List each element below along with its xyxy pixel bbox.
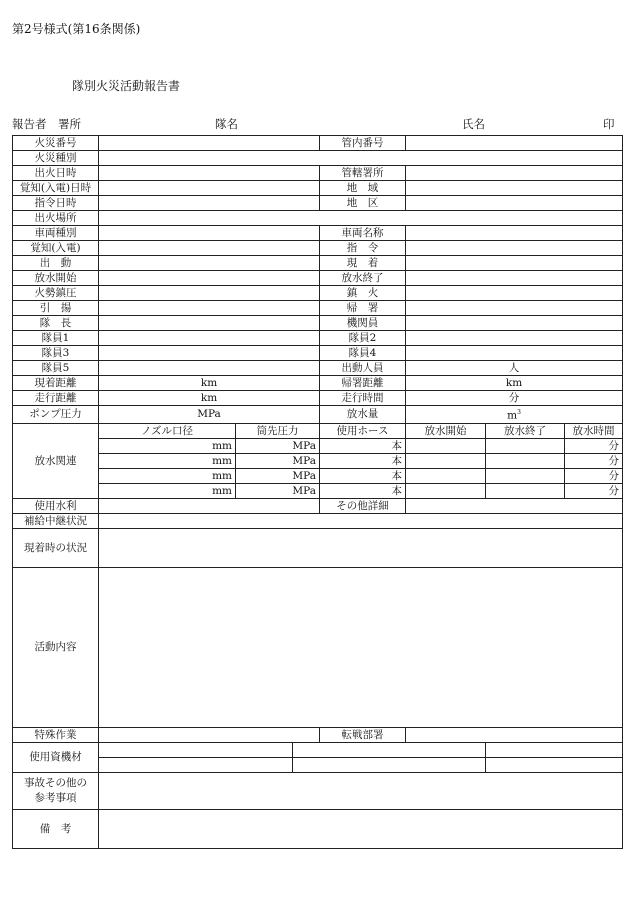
hose-count-cell[interactable] <box>320 438 406 453</box>
water-end-cell[interactable] <box>486 483 565 498</box>
input-region[interactable] <box>406 181 623 196</box>
input-dispatch-count[interactable] <box>406 361 623 376</box>
unit-mpa: MPa <box>197 408 221 421</box>
label-return: 帰 署 <box>320 301 406 316</box>
label-other-details: その他詳細 <box>320 498 406 513</box>
input-water-start[interactable] <box>99 271 320 286</box>
header-water-end: 放水終了 <box>486 423 565 438</box>
header-water-duration: 放水時間 <box>565 423 623 438</box>
input-withdraw[interactable] <box>99 301 320 316</box>
label-water-source: 使用水利 <box>13 498 99 513</box>
unit-cubic-exponent: 3 <box>517 409 521 416</box>
water-row <box>13 483 623 498</box>
label-withdraw: 引 揚 <box>13 301 99 316</box>
water-duration-cell[interactable] <box>565 438 623 453</box>
label-relay-status: 補給中継状況 <box>13 513 99 528</box>
input-command-datetime[interactable] <box>99 196 320 211</box>
nozzle-pressure-cell[interactable] <box>236 468 320 483</box>
label-activity: 活動内容 <box>13 567 99 727</box>
label-member4: 隊員4 <box>320 346 406 361</box>
input-fire-place[interactable] <box>99 211 623 226</box>
header-water-start: 放水開始 <box>406 423 486 438</box>
input-district[interactable] <box>406 196 623 211</box>
input-remarks[interactable] <box>99 809 623 848</box>
person-name-label: 氏名 <box>462 117 485 131</box>
unit-km: km <box>200 377 218 389</box>
header-nozzle-diameter: ノズル口径 <box>99 423 236 438</box>
input-equipment-4[interactable] <box>99 757 293 772</box>
label-remarks: 備 考 <box>13 809 99 848</box>
input-equipment-2[interactable] <box>293 742 486 757</box>
reporter-label: 報告者 <box>12 117 47 131</box>
unit-minute: 分 <box>608 439 620 452</box>
input-member2[interactable] <box>406 331 623 346</box>
nozzle-pressure-cell[interactable] <box>236 453 320 468</box>
water-start-cell[interactable] <box>406 453 486 468</box>
label-extinguish: 鎮 火 <box>320 286 406 301</box>
label-command-datetime: 指令日時 <box>13 196 99 211</box>
input-aware-phone-datetime[interactable] <box>99 181 320 196</box>
unit-km: km <box>505 377 523 389</box>
label-captain: 隊 長 <box>13 316 99 331</box>
input-relay-status[interactable] <box>99 513 623 528</box>
hose-count-cell[interactable] <box>320 468 406 483</box>
label-travel-time: 走行時間 <box>320 391 406 406</box>
nozzle-diameter-cell[interactable] <box>99 453 236 468</box>
input-jurisdiction[interactable] <box>406 166 623 181</box>
seal-label: 印 <box>603 117 615 131</box>
unit-minute: 分 <box>608 454 620 467</box>
input-fire-datetime[interactable] <box>99 166 320 181</box>
label-accident-line1: 事故その他の <box>24 776 87 789</box>
label-aware-phone-datetime: 覚知(入電)日時 <box>13 181 99 196</box>
label-water-volume: 放水量 <box>320 406 406 424</box>
unit-person: 人 <box>508 362 520 374</box>
label-district: 地 区 <box>320 196 406 211</box>
input-transfer-unit[interactable] <box>406 727 623 742</box>
form-number: 第2号様式(第16条関係) <box>12 22 141 36</box>
label-special-work: 特殊作業 <box>13 727 99 742</box>
label-water-related: 放水関連 <box>13 423 99 498</box>
label-return-distance: 帰署距離 <box>320 376 406 391</box>
input-vehicle-type[interactable] <box>99 226 320 241</box>
label-member2: 隊員2 <box>320 331 406 346</box>
label-member1: 隊員1 <box>13 331 99 346</box>
document-title: 隊別火災活動報告書 <box>72 79 181 93</box>
input-equipment-6[interactable] <box>486 757 623 772</box>
unit-mpa: MPa <box>292 439 316 452</box>
report-form-table <box>12 135 623 849</box>
unit-minute: 分 <box>508 392 520 404</box>
unit-cubic-meter: m <box>507 409 518 422</box>
label-arrival: 現 着 <box>320 256 406 271</box>
water-end-cell[interactable] <box>486 453 565 468</box>
input-return-distance[interactable] <box>406 376 623 391</box>
label-accident-line2: 参考事項 <box>34 791 77 804</box>
input-area-number[interactable] <box>406 136 623 151</box>
water-end-cell[interactable] <box>486 468 565 483</box>
input-return[interactable] <box>406 301 623 316</box>
water-duration-cell[interactable] <box>565 468 623 483</box>
label-dispatch-count: 出動人員 <box>320 361 406 376</box>
label-dispatch: 出 動 <box>13 256 99 271</box>
label-water-start: 放水開始 <box>13 271 99 286</box>
input-dispatch[interactable] <box>99 256 320 271</box>
unit-minute: 分 <box>608 469 620 482</box>
header-nozzle-pressure: 筒先圧力 <box>236 423 320 438</box>
unit-mpa: MPa <box>292 484 316 497</box>
water-row <box>13 453 623 468</box>
input-special-work[interactable] <box>99 727 320 742</box>
input-aware-phone[interactable] <box>99 241 320 256</box>
label-vehicle-name: 車両名称 <box>320 226 406 241</box>
label-fire-type: 火災種別 <box>13 151 99 166</box>
input-engineer[interactable] <box>406 316 623 331</box>
unit-mm: mm <box>212 484 232 497</box>
label-equipment: 使用資機材 <box>13 742 99 772</box>
label-water-end: 放水終了 <box>320 271 406 286</box>
label-member5: 隊員5 <box>13 361 99 376</box>
input-fire-type[interactable] <box>99 151 623 166</box>
unit-mpa: MPa <box>292 454 316 467</box>
unit-hon: 本 <box>391 454 402 467</box>
nozzle-pressure-cell[interactable] <box>236 483 320 498</box>
input-other-details[interactable] <box>406 498 623 513</box>
input-arrival-distance[interactable] <box>99 376 320 391</box>
water-start-cell[interactable] <box>406 483 486 498</box>
input-member1[interactable] <box>99 331 320 346</box>
label-transfer-unit: 転戦部署 <box>320 727 406 742</box>
hose-count-cell[interactable] <box>320 453 406 468</box>
hose-count-cell[interactable] <box>320 483 406 498</box>
unit-mm: mm <box>212 469 232 482</box>
input-travel-time[interactable] <box>406 391 623 406</box>
input-captain[interactable] <box>99 316 320 331</box>
nozzle-diameter-cell[interactable] <box>99 483 236 498</box>
station-label: 署所 <box>58 117 81 131</box>
label-command: 指 令 <box>320 241 406 256</box>
water-start-cell[interactable] <box>406 438 486 453</box>
label-member3: 隊員3 <box>13 346 99 361</box>
header-hose-used: 使用ホース <box>320 423 406 438</box>
label-aware-phone: 覚知(入電) <box>13 241 99 256</box>
input-member4[interactable] <box>406 346 623 361</box>
nozzle-pressure-cell[interactable] <box>236 438 320 453</box>
input-vehicle-name[interactable] <box>406 226 623 241</box>
label-fire-suppress: 火勢鎮圧 <box>13 286 99 301</box>
input-equipment-1[interactable] <box>99 742 293 757</box>
label-fire-number: 火災番号 <box>13 136 99 151</box>
water-row <box>13 468 623 483</box>
input-equipment-5[interactable] <box>293 757 486 772</box>
label-fire-place: 出火場所 <box>13 211 99 226</box>
unit-mm: mm <box>212 439 232 452</box>
water-duration-cell[interactable] <box>565 483 623 498</box>
label-accident-notes <box>13 772 99 809</box>
input-equipment-3[interactable] <box>486 742 623 757</box>
input-water-source[interactable] <box>99 498 320 513</box>
unit-hon: 本 <box>391 439 402 452</box>
unit-minute: 分 <box>608 484 620 497</box>
unit-km: km <box>200 392 218 404</box>
label-travel-distance: 走行距離 <box>13 391 99 406</box>
water-row <box>13 438 623 453</box>
label-fire-datetime: 出火日時 <box>13 166 99 181</box>
input-arrival[interactable] <box>406 256 623 271</box>
water-end-cell[interactable] <box>486 438 565 453</box>
label-area-number: 管内番号 <box>320 136 406 151</box>
nozzle-diameter-cell[interactable] <box>99 468 236 483</box>
nozzle-diameter-cell[interactable] <box>99 438 236 453</box>
unit-mpa: MPa <box>292 469 316 482</box>
input-arrival-status[interactable] <box>99 528 623 567</box>
input-accident-notes[interactable] <box>99 772 623 809</box>
input-activity[interactable] <box>99 567 623 727</box>
input-water-end[interactable] <box>406 271 623 286</box>
label-arrival-status: 現着時の状況 <box>13 528 99 567</box>
water-duration-cell[interactable] <box>565 453 623 468</box>
label-arrival-distance: 現着距離 <box>13 376 99 391</box>
input-travel-distance[interactable] <box>99 391 320 406</box>
input-command[interactable] <box>406 241 623 256</box>
label-region: 地 域 <box>320 181 406 196</box>
label-engineer: 機関員 <box>320 316 406 331</box>
input-fire-number[interactable] <box>99 136 320 151</box>
input-pump-pressure[interactable] <box>99 406 320 424</box>
team-name-label: 隊名 <box>215 117 238 131</box>
input-member3[interactable] <box>99 346 320 361</box>
input-member5[interactable] <box>99 361 320 376</box>
label-pump-pressure: ポンプ圧力 <box>13 406 99 424</box>
unit-hon: 本 <box>391 484 402 497</box>
water-start-cell[interactable] <box>406 468 486 483</box>
unit-hon: 本 <box>391 469 402 482</box>
unit-mm: mm <box>212 454 232 467</box>
input-extinguish[interactable] <box>406 286 623 301</box>
input-fire-suppress[interactable] <box>99 286 320 301</box>
label-jurisdiction: 管轄署所 <box>320 166 406 181</box>
label-vehicle-type: 車両種別 <box>13 226 99 241</box>
input-water-volume[interactable] <box>406 406 623 424</box>
